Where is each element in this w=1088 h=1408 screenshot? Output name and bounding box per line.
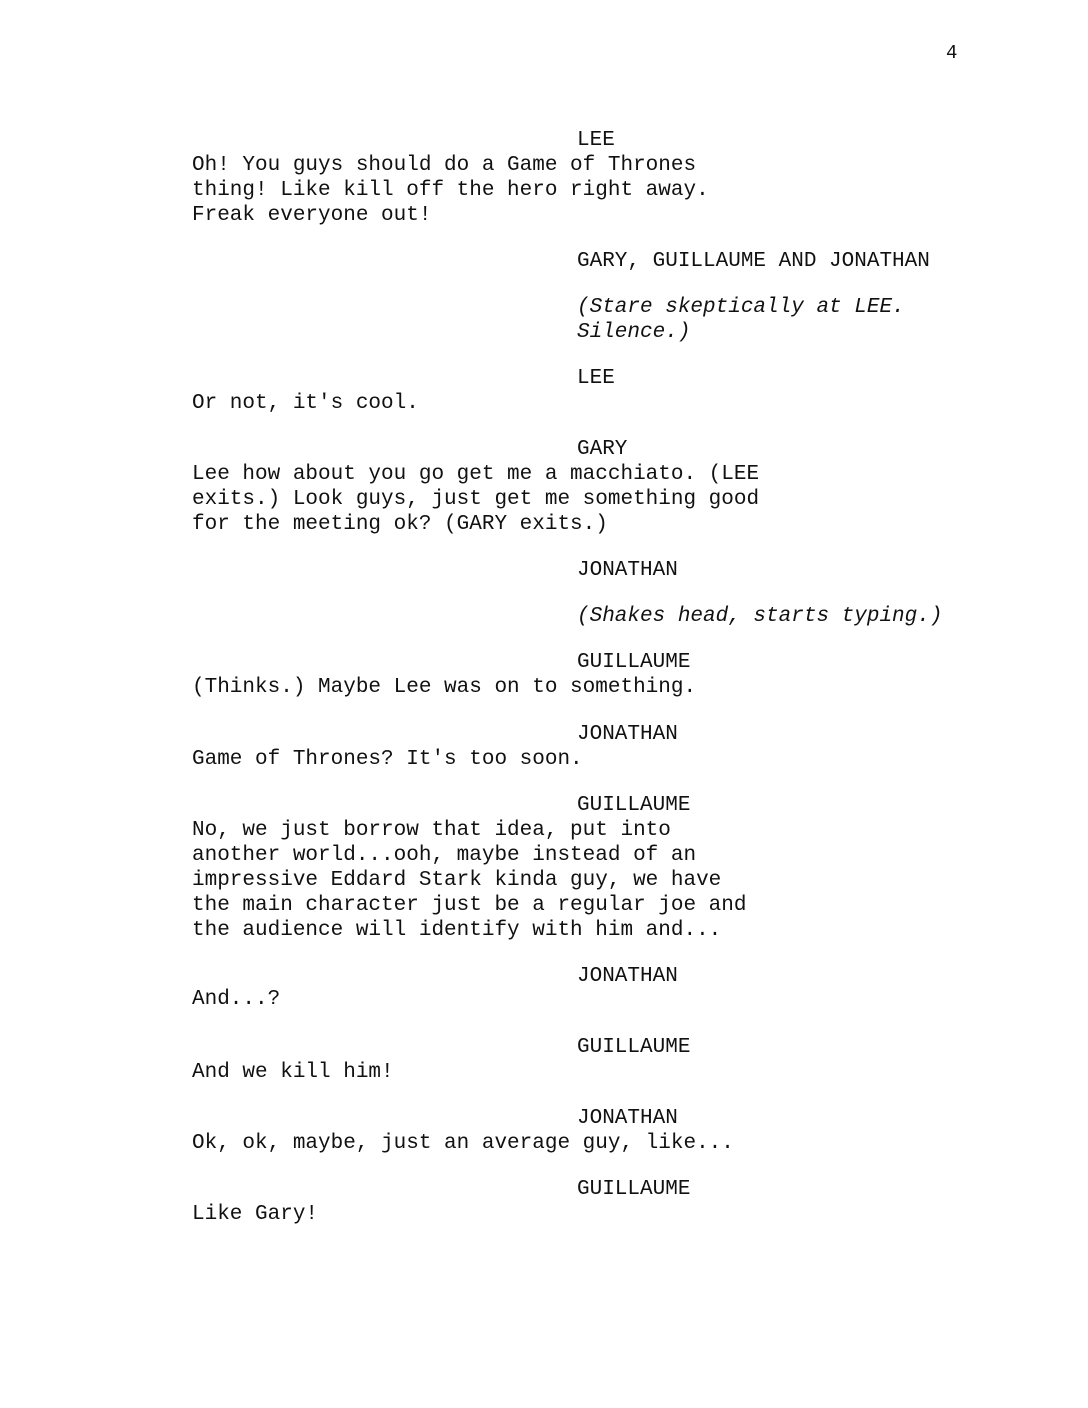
dialogue-line: impressive Eddard Stark kinda guy, we have bbox=[192, 869, 722, 892]
parenthetical bbox=[577, 295, 905, 345]
dialogue bbox=[192, 675, 696, 700]
dialogue-line: And...? bbox=[192, 988, 281, 1011]
dialogue bbox=[192, 818, 747, 943]
dialogue-line: Oh! You guys should do a Game of Thrones bbox=[192, 154, 697, 177]
dialogue bbox=[192, 391, 419, 416]
character-name: GUILLAUME bbox=[577, 1178, 691, 1201]
parenthetical-line: (Stare skeptically at LEE. bbox=[577, 296, 905, 319]
character-name: GUILLAUME bbox=[577, 794, 691, 817]
dialogue-line: (Thinks.) Maybe Lee was on to something. bbox=[192, 676, 697, 699]
parenthetical-line: (Shakes head, starts typing.) bbox=[577, 605, 943, 628]
dialogue-line: the main character just be a regular joe and bbox=[192, 894, 747, 917]
dialogue-line: the audience will identify with him and... bbox=[192, 919, 722, 942]
character-name: JONATHAN bbox=[577, 1107, 678, 1130]
dialogue bbox=[192, 462, 759, 537]
dialogue-line: thing! Like kill off the hero right away. bbox=[192, 179, 709, 202]
dialogue-line: exits.) Look guys, just get me something good bbox=[192, 488, 760, 511]
parenthetical-line: Silence.) bbox=[577, 321, 691, 344]
character-name: GARY bbox=[577, 438, 628, 461]
dialogue-line: Or not, it's cool. bbox=[192, 392, 419, 415]
character-name: LEE bbox=[577, 129, 615, 152]
dialogue-line: for the meeting ok? (GARY exits.) bbox=[192, 513, 608, 536]
dialogue bbox=[192, 1060, 394, 1085]
character-name: LEE bbox=[577, 367, 615, 390]
dialogue bbox=[192, 747, 583, 772]
character-name: GUILLAUME bbox=[577, 1036, 691, 1059]
dialogue bbox=[192, 987, 280, 1012]
dialogue bbox=[192, 153, 709, 228]
dialogue-line: Freak everyone out! bbox=[192, 204, 432, 227]
dialogue bbox=[192, 1202, 318, 1227]
page-number: 4 bbox=[946, 42, 958, 64]
dialogue-line: Lee how about you go get me a macchiato. (LEE bbox=[192, 463, 760, 486]
character-name: JONATHAN bbox=[577, 559, 678, 582]
character-name: GARY, GUILLAUME AND JONATHAN bbox=[577, 250, 930, 273]
character-name: GUILLAUME bbox=[577, 651, 691, 674]
dialogue-line: Game of Thrones? It's too soon. bbox=[192, 748, 583, 771]
dialogue bbox=[192, 1131, 734, 1156]
dialogue-line: Like Gary! bbox=[192, 1203, 319, 1226]
character-name: JONATHAN bbox=[577, 965, 678, 988]
dialogue-line: And we kill him! bbox=[192, 1061, 394, 1084]
character-name: JONATHAN bbox=[577, 723, 678, 746]
dialogue-line: Ok, ok, maybe, just an average guy, like... bbox=[192, 1132, 734, 1155]
dialogue-line: No, we just borrow that idea, put into bbox=[192, 819, 671, 842]
parenthetical bbox=[577, 604, 942, 629]
dialogue-line: another world...ooh, maybe instead of an bbox=[192, 844, 697, 867]
